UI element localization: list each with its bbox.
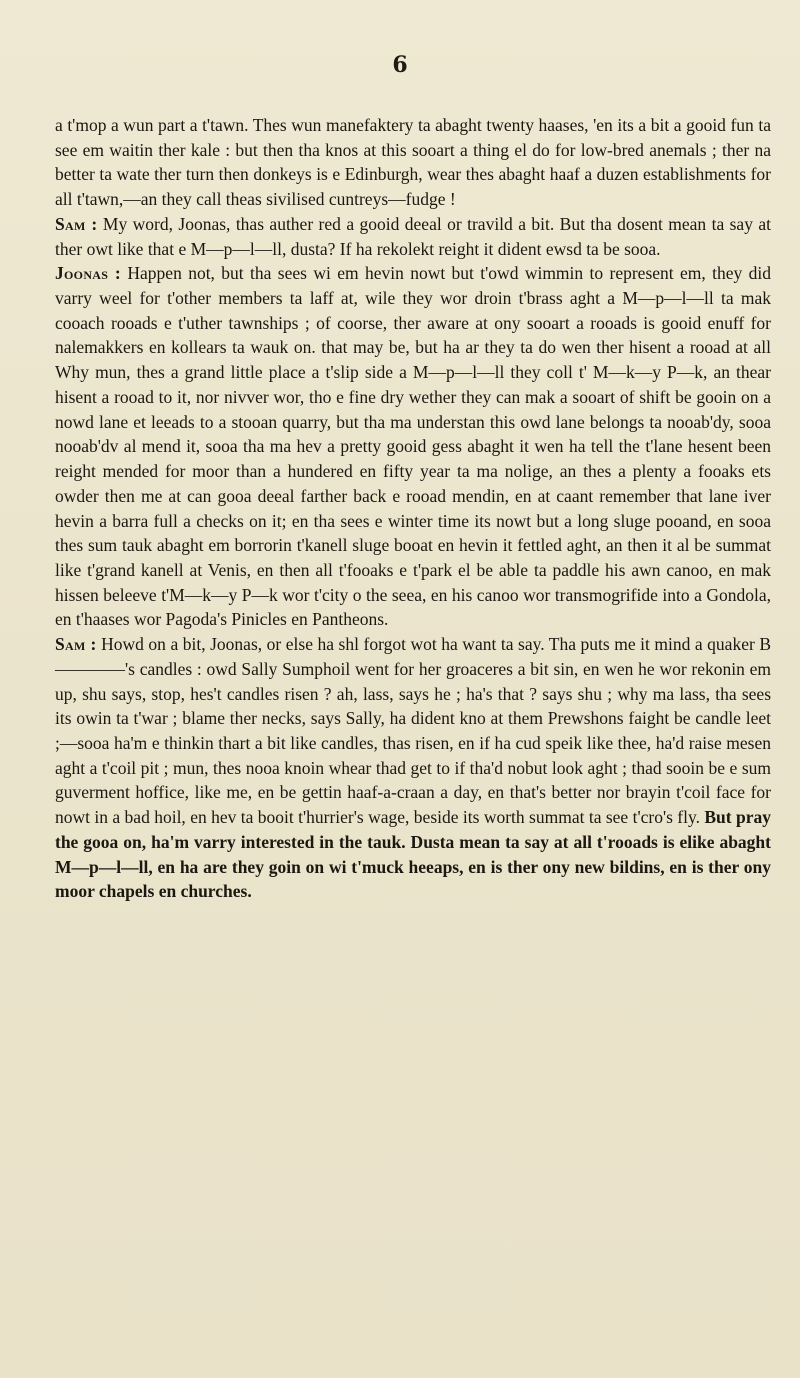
speaker-label: Joonas : <box>55 263 122 284</box>
paragraph-3-text: Happen not, but tha sees wi em hevin nowt but t'owd wimmin to represent em, they did varry weel for t'other members ta laff at, wile they wor droin t'brass aght a M—p—l—ll ta mak cooach rooads e t'uther tawnships ; of coorse, ther aware at ony sooart a rooads is gooid enuff for nalemakkers en kollears ta wauk on. that may be, but ha ar they ta do wen ther hisent a rooad at all Why mun, thes a grand little place a t'slip side a M—p—l—ll they coll t' M—k—y P—k, an thear hisent a rooad to it, nor nivver wor, tho e fine dry wether they can mak a sooart of shift be gooin on a nowd lane et leeads to a stooan quarry, but tha ma understan this owd lane belongs ta nooab'dy, sooa nooab'dv al mend it, sooa tha ma hev a pretty gooid gess abaght it wen ha tell the t'lane hesent been reight mended for moor than a hundered en fifty year ta ma nolige, an thes a plenty a fooaks ets owder then me at can gooa deeal farther back e rooad mendin, en at caant remember that lane iver hevin a barra full a checks on it; en tha sees e winter time its nowt but a long sluge pooand, en sooa thes sum tauk abaght em borrorin t'kanell sluge booat en hevin it fettled aght, an then it al be summat like t'grand kanell at Venis, en then all t'fooaks e t'park el be able ta paddle his awn canoo, en mak hissen beleeve t'M—k—y P—k wor t'city o the seea, en his canoo wor transmogrifide into a Gondola, en t'haases wor Pagoda's Pinicles en Pantheons. <box>55 263 772 630</box>
paragraph-2-text: My word, Joonas, thas auther red a gooid deeal or travild a bit. But tha dosent mean ta say at ther owt like that e M—p—l—ll, dusta? If ha rekolekt reight it dident ewsd ta be sooa. <box>55 213 771 259</box>
paragraph-4-text: Howd on a bit, Joonas, or else ha shl forgot wot ha want ta say. Tha puts me it mind a quaker B————'s candles : owd Sally Sumphoil went for her groaceres a bit sin, en wen he wor rekonin em up, shu says, stop, hes't candles risen ? ah, lass, says he ; ha's that ? says shu ; why ma lass, tha sees its owin ta t'war ; blame ther necks, says Sally, ha dident kno at them Prewshons faight be candle leet ;—sooa ha'm e thinkin thart a bit like candles, thas risen, en if ha cud speik like thee, ha'd raise mesen aght a t'coil pit ; mun, thes nooa knoin whear thad get to if tha'd nobut look aght ; thad sooin be e sum guverment hoffice, like me, en be gettin haaf-a-craan a day, en that's better nor brayin t'coil face for nowt in a bad hoil, en hev ta booit t'hurrier's wage, beside its worth summat ta see t'cro's fly. <box>55 634 771 828</box>
speaker-label: Sam : <box>55 634 97 655</box>
page-number: 6 <box>392 52 408 78</box>
paragraph-3 <box>55 261 771 632</box>
page-body <box>55 113 771 904</box>
speaker-label: Sam : <box>55 213 98 234</box>
paragraph-2 <box>55 212 771 261</box>
paragraph-1 <box>55 113 771 212</box>
paragraph-4-bold-text: But pray the gooa on, ha'm varry interested in the tauk. Dusta mean ta say at all t'rooads is elike abaght M—p—l—ll, en ha are they goin on wi t'muck heeaps, en is ther ony new bildins, en is ther ony moor chapels en churches. <box>55 807 771 902</box>
paragraph-4 <box>55 632 771 904</box>
paragraph-1-text: a t'mop a wun part a t'tawn. Thes wun manefaktery ta abaght twenty haases, 'en its a bit a gooid fun ta see em waitin ther kale : but then tha knos at this sooart a thing el do for low-bred anemals ; ther na better ta wate ther turn then donkeys is e Edinburgh, wear thes abaght haaf a duzen establishments for all t'tawn,—an they call theas sivilised cuntreys—fudge ! <box>55 115 771 210</box>
